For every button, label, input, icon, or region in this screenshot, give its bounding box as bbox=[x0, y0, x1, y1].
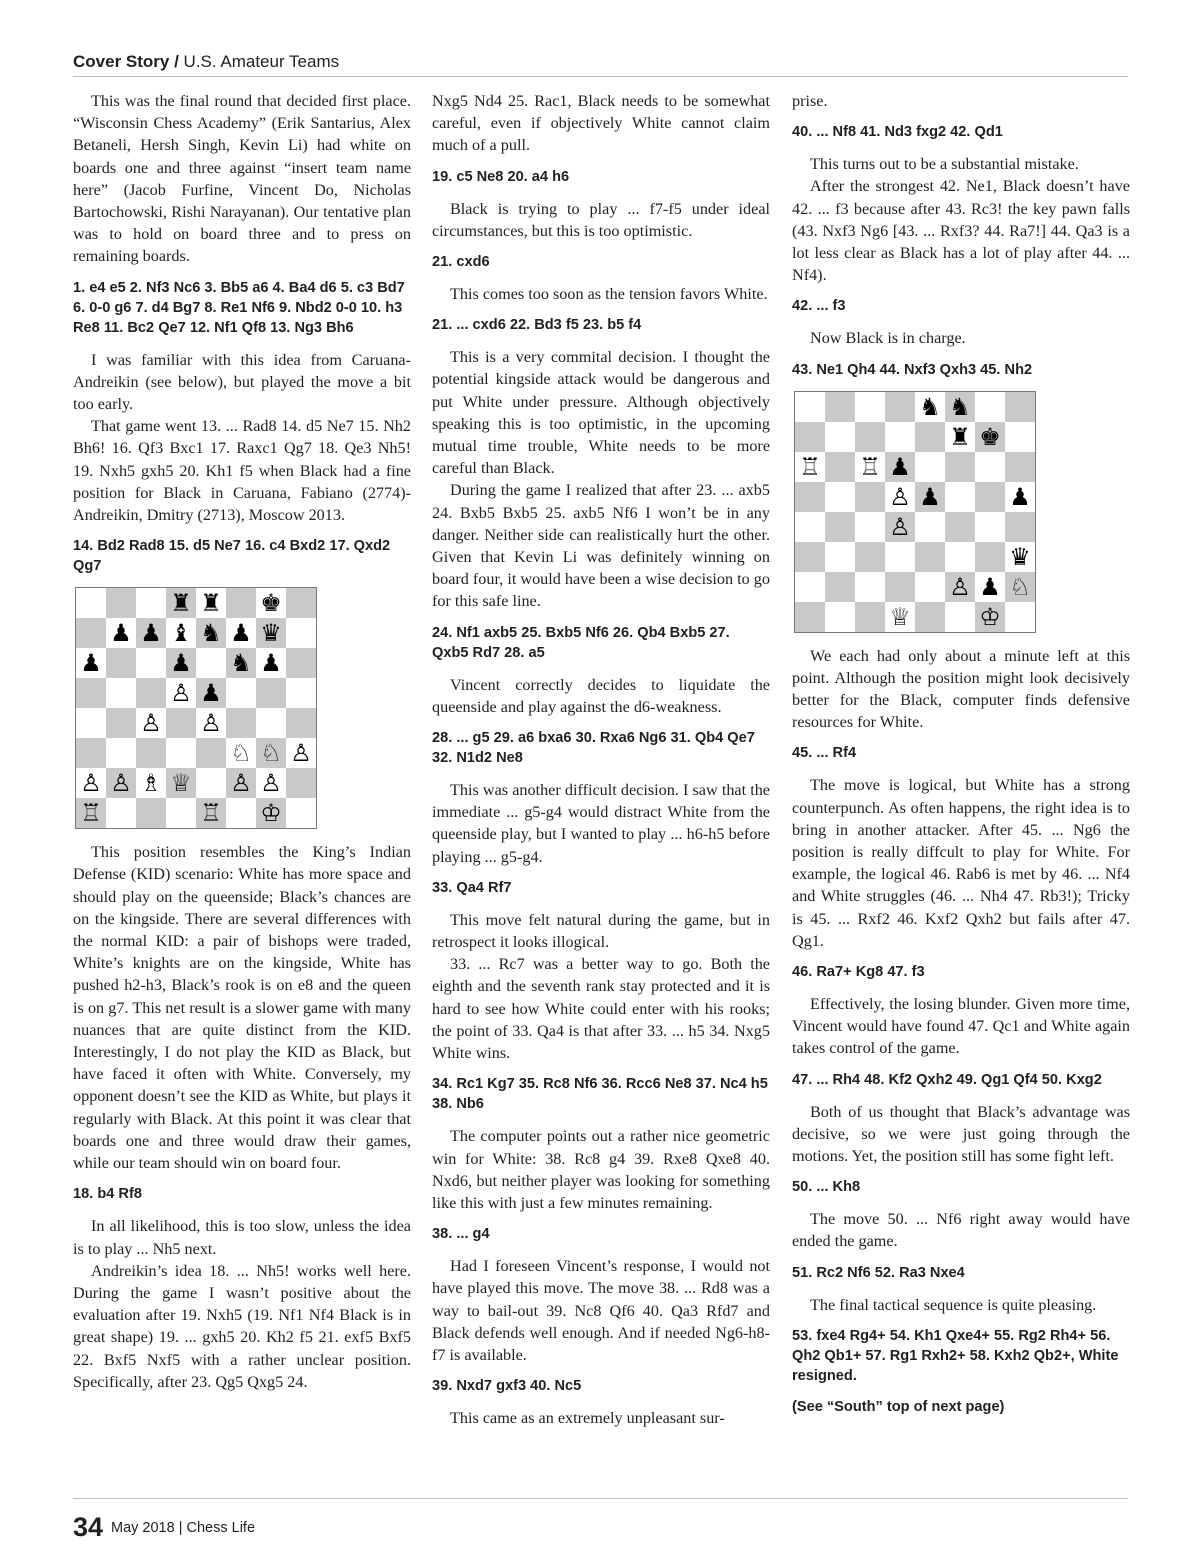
board-square bbox=[1005, 392, 1035, 422]
board-square bbox=[166, 648, 196, 678]
board-square bbox=[1005, 452, 1035, 482]
black-k-piece-icon: ♚ bbox=[260, 589, 282, 618]
white-b-piece-icon: ♗ bbox=[140, 769, 162, 798]
black-p-piece-icon: ♟ bbox=[110, 619, 132, 648]
black-p-piece-icon: ♟ bbox=[979, 572, 1001, 601]
board-square bbox=[256, 738, 286, 768]
board-square bbox=[825, 452, 855, 482]
board-square bbox=[1005, 572, 1035, 602]
board-square bbox=[945, 572, 975, 602]
board-square bbox=[825, 542, 855, 572]
moves: 45. ... Rf4 bbox=[792, 745, 857, 762]
board-square bbox=[855, 602, 885, 632]
board-square bbox=[286, 708, 316, 738]
board-square bbox=[256, 678, 286, 708]
moves: 39. Nxd7 gxf3 40. Nc5 bbox=[432, 1378, 582, 1395]
running-header bbox=[73, 52, 1128, 77]
paragraph: The move 50. ... Nf6 right away would have ended the game. bbox=[792, 1210, 1130, 1251]
board-square bbox=[885, 602, 915, 632]
white-p-piece-icon: ♙ bbox=[230, 769, 252, 798]
paragraph: Both of us thought that Black’s advantage was decisive, so we were just going through the motions. Yet, the position still has some fight left. bbox=[792, 1102, 1130, 1166]
white-p-piece-icon: ♙ bbox=[110, 769, 132, 798]
board-square bbox=[945, 452, 975, 482]
paragraph: prise. bbox=[792, 92, 828, 110]
board-square bbox=[136, 678, 166, 708]
moves: 40. ... Nf8 41. Nd3 fxg2 42. Qd1 bbox=[792, 124, 1003, 141]
white-r-piece-icon: ♖ bbox=[80, 799, 102, 828]
black-p-piece-icon: ♟ bbox=[200, 679, 222, 708]
board-square bbox=[76, 708, 106, 738]
moves: 50. ... Kh8 bbox=[792, 1179, 861, 1196]
white-q-piece-icon: ♕ bbox=[889, 602, 911, 631]
board-square bbox=[795, 572, 825, 602]
board-square bbox=[795, 392, 825, 422]
board-square bbox=[136, 588, 166, 618]
board-square bbox=[106, 708, 136, 738]
board-square bbox=[795, 602, 825, 632]
paragraph: Nxg5 Nd4 25. Rac1, Black needs to be somewhat careful, even if objectively White cannot claim much of a pull. bbox=[432, 92, 770, 155]
board-square bbox=[1005, 602, 1035, 632]
black-p-piece-icon: ♟ bbox=[260, 649, 282, 678]
board-square bbox=[166, 678, 196, 708]
paragraph: This position resembles the King’s Indian Defense (KID) scenario: White has more space and should play on the queenside; Black’s chances are on the kingside. There are several differences with the normal KID: a pair of bishops were traded, White’s knights are on the kingside, White has pushed h2-h3, Black’s rook is on e8 and the queen is on g7. This net result is a slower game with many nuances that are quite distinct from the KID. Interestingly, I do not play the KID as Black, but have faced it often with White. Conversely, my opponent doesn’t see the KID as White, but plays it regularly with Black. At this point it was clear that boards one and three would draw their games, while our team should win on board four. bbox=[73, 843, 411, 1173]
board-square bbox=[136, 708, 166, 738]
black-r-piece-icon: ♜ bbox=[949, 422, 971, 451]
black-p-piece-icon: ♟ bbox=[919, 482, 941, 511]
moves: 43. Ne1 Qh4 44. Nxf3 Qxh3 45. Nh2 bbox=[792, 361, 1033, 378]
board-square bbox=[286, 618, 316, 648]
paragraph: This was the final round that decided first place. “Wisconsin Chess Academy” (Erik Santarius, Alex Betaneli, Hersh Singh, Kevin Li) had white on boards one and three against “insert team name here” (Jacob Furfine, Vincent Do, Nicholas Bartochowski, Rishi Narayanan). Our tentative plan was to hold on board three and to press on remaining boards. bbox=[73, 92, 411, 266]
moves: 21. cxd6 bbox=[432, 254, 490, 271]
board-square bbox=[166, 708, 196, 738]
board-square bbox=[256, 768, 286, 798]
board-square bbox=[1005, 482, 1035, 512]
white-r-piece-icon: ♖ bbox=[859, 452, 881, 481]
board-square bbox=[855, 542, 885, 572]
moves: 18. b4 Rf8 bbox=[73, 1186, 142, 1203]
board-square bbox=[915, 602, 945, 632]
paragraph: Vincent correctly decides to liquidate the queenside and play against the d6-weakness. bbox=[432, 675, 770, 716]
board-square bbox=[196, 708, 226, 738]
board-square bbox=[166, 798, 196, 828]
board-square bbox=[945, 542, 975, 572]
paragraph: 33. ... Rc7 was a better way to go. Both the eighth and the seventh rank stay protected and it is hard to see how White could enter with his rooks; the point of 33. Qa4 is that after 33. ... h5 34. Nxg5 White wins. bbox=[432, 955, 770, 1063]
board-square bbox=[885, 482, 915, 512]
board-square bbox=[106, 768, 136, 798]
board-square bbox=[286, 738, 316, 768]
board-square bbox=[975, 602, 1005, 632]
board-square bbox=[226, 588, 256, 618]
subsection-label: U.S. Amateur Teams bbox=[178, 52, 340, 71]
board-square bbox=[106, 678, 136, 708]
paragraph: In all likelihood, this is too slow, unless the idea is to play ... Nh5 next. bbox=[73, 1217, 411, 1258]
moves: 14. Bd2 Rad8 15. d5 Ne7 16. c4 Bxd2 17. Qxd2 Qg7 bbox=[73, 538, 391, 575]
board-square bbox=[76, 768, 106, 798]
board-square bbox=[795, 482, 825, 512]
board-square bbox=[855, 572, 885, 602]
board-square bbox=[196, 648, 226, 678]
black-q-piece-icon: ♛ bbox=[1009, 542, 1031, 571]
board-square bbox=[136, 738, 166, 768]
paragraph: This came as an extremely unpleasant sur- bbox=[450, 1409, 725, 1428]
board-square bbox=[196, 798, 226, 828]
board-square bbox=[855, 422, 885, 452]
white-p-piece-icon: ♙ bbox=[170, 679, 192, 708]
board-square bbox=[106, 618, 136, 648]
paragraph: This comes too soon as the tension favors White. bbox=[450, 285, 768, 304]
white-n-piece-icon: ♘ bbox=[260, 739, 282, 768]
board-square bbox=[945, 422, 975, 452]
board-square bbox=[975, 392, 1005, 422]
board-square bbox=[136, 798, 166, 828]
board-square bbox=[795, 512, 825, 542]
board-square bbox=[286, 768, 316, 798]
board-square bbox=[106, 648, 136, 678]
black-p-piece-icon: ♟ bbox=[1009, 482, 1031, 511]
board-square bbox=[975, 452, 1005, 482]
board-square bbox=[226, 738, 256, 768]
board-square bbox=[136, 648, 166, 678]
black-r-piece-icon: ♜ bbox=[200, 589, 222, 618]
black-q-piece-icon: ♛ bbox=[260, 619, 282, 648]
moves: 28. ... g5 29. a6 bxa6 30. Rxa6 Ng6 31. Qb4 Qe7 32. N1d2 Ne8 bbox=[432, 730, 755, 767]
moves: 1. e4 e5 2. Nf3 Nc6 3. Bb5 a6 4. Ba4 d6 5. c3 Bd7 6. 0-0 g6 7. d4 Bg7 8. Re1 Nf6 9. Nbd2 0-0 10. h3 Re8 11. Bc2 Qe7 12. Nf1 Qf8 13. Ng3 Bh6 bbox=[73, 279, 405, 336]
chess-diagram bbox=[75, 587, 317, 829]
paragraph: This turns out to be a substantial mistake. bbox=[810, 155, 1079, 174]
board-square bbox=[915, 452, 945, 482]
board-square bbox=[915, 482, 945, 512]
board-square bbox=[76, 618, 106, 648]
board-square bbox=[256, 618, 286, 648]
black-n-piece-icon: ♞ bbox=[949, 392, 971, 421]
black-k-piece-icon: ♚ bbox=[979, 422, 1001, 451]
board-square bbox=[1005, 512, 1035, 542]
board-square bbox=[915, 542, 945, 572]
board-square bbox=[1005, 542, 1035, 572]
issue-info: May 2018 | Chess Life bbox=[111, 1520, 256, 1536]
board-square bbox=[286, 648, 316, 678]
moves: 42. ... f3 bbox=[792, 298, 846, 315]
board-square bbox=[825, 422, 855, 452]
board-square bbox=[226, 618, 256, 648]
continued-note: (See “South” top of next page) bbox=[792, 1398, 1005, 1415]
board-square bbox=[1005, 422, 1035, 452]
board-square bbox=[136, 618, 166, 648]
white-p-piece-icon: ♙ bbox=[949, 572, 971, 601]
white-p-piece-icon: ♙ bbox=[889, 512, 911, 541]
board-square bbox=[136, 768, 166, 798]
board-square bbox=[286, 678, 316, 708]
black-p-piece-icon: ♟ bbox=[230, 619, 252, 648]
white-q-piece-icon: ♕ bbox=[170, 769, 192, 798]
black-n-piece-icon: ♞ bbox=[919, 392, 941, 421]
board-square bbox=[945, 512, 975, 542]
board-square bbox=[855, 482, 885, 512]
board-square bbox=[76, 738, 106, 768]
paragraph: This is a very commital decision. I thought the potential kingside attack would be dangerous and put White under pressure. Although objectively speaking this is too optimistic, in the upcoming mutual time trouble, White needs to be more careful than Black. bbox=[432, 348, 770, 478]
paragraph: The move is logical, but White has a strong counterpunch. As often happens, the right idea is to bring in another attacker. After 45. ... Ng6 the position is really diffcult to play for White. For example, the logical 46. Rab6 is met by 46. ... Nf4 and White struggles (46. ... Nh4 47. Rb3!); Tricky is 45. ... Rxf2 46. Kxf2 Qxh2 but fails after 47. Qg1. bbox=[792, 776, 1130, 950]
board-square bbox=[76, 648, 106, 678]
page-number: 34 bbox=[73, 1512, 104, 1542]
white-p-piece-icon: ♙ bbox=[80, 769, 102, 798]
paragraph: Andreikin’s idea 18. ... Nh5! works well here. During the game I wasn’t positive about the evaluation after 19. Nxh5 (19. Nf1 Nf4 Black is in great shape) 19. ... gxh5 20. Kh2 f5 21. exf5 Bxf5 22. Bxf5 Nxf5 with a rather unclear position. Specifically, after 23. Qg5 Qxg5 24. bbox=[73, 1261, 411, 1391]
board-square bbox=[166, 588, 196, 618]
board-square bbox=[286, 588, 316, 618]
chess-diagram bbox=[794, 391, 1036, 633]
paragraph: Effectively, the losing blunder. Given more time, Vincent would have found 47. Qc1 and White again takes control of the game. bbox=[792, 995, 1130, 1058]
board-square bbox=[795, 452, 825, 482]
board-square bbox=[975, 422, 1005, 452]
board-square bbox=[885, 572, 915, 602]
board-square bbox=[76, 798, 106, 828]
paragraph: This move felt natural during the game, but in retrospect it looks illogical. bbox=[432, 910, 770, 952]
paragraph: The final tactical sequence is quite pleasing. bbox=[810, 1295, 1097, 1314]
board-square bbox=[885, 512, 915, 542]
board-square bbox=[166, 738, 196, 768]
board-square bbox=[825, 392, 855, 422]
moves: 53. fxe4 Rg4+ 54. Kh1 Qxe4+ 55. Rg2 Rh4+ 56. Qh2 Qb1+ 57. Rg1 Rxh2+ 58. Kxh2 Qb2+, White resigned. bbox=[792, 1327, 1119, 1384]
board-square bbox=[196, 768, 226, 798]
board-square bbox=[975, 542, 1005, 572]
board-square bbox=[885, 422, 915, 452]
board-square bbox=[825, 512, 855, 542]
board-square bbox=[196, 618, 226, 648]
white-k-piece-icon: ♔ bbox=[979, 602, 1001, 631]
white-p-piece-icon: ♙ bbox=[140, 709, 162, 738]
white-n-piece-icon: ♘ bbox=[230, 739, 252, 768]
black-p-piece-icon: ♟ bbox=[170, 649, 192, 678]
paragraph: This was another difficult decision. I saw that the immediate ... g5-g4 would distract White from the queenside play, but I wanted to play ... h6-h5 before playing ... g5-g4. bbox=[432, 781, 770, 866]
board-square bbox=[106, 738, 136, 768]
board-square bbox=[196, 738, 226, 768]
board-square bbox=[975, 512, 1005, 542]
paragraph: Now Black is in charge. bbox=[810, 329, 966, 348]
black-p-piece-icon: ♟ bbox=[140, 619, 162, 648]
board-square bbox=[795, 422, 825, 452]
board-square bbox=[915, 512, 945, 542]
board-square bbox=[226, 708, 256, 738]
board-square bbox=[106, 588, 136, 618]
white-p-piece-icon: ♙ bbox=[290, 739, 312, 768]
moves: 46. Ra7+ Kg8 47. f3 bbox=[792, 964, 925, 981]
moves: 24. Nf1 axb5 25. Bxb5 Nf6 26. Qb4 Bxb5 27. Qxb5 Rd7 28. a5 bbox=[432, 624, 730, 661]
moves: 33. Qa4 Rf7 bbox=[432, 879, 512, 896]
board-square bbox=[196, 588, 226, 618]
board-square bbox=[256, 648, 286, 678]
white-r-piece-icon: ♖ bbox=[799, 452, 821, 481]
paragraph: The computer points out a rather nice geometric win for White: 38. Rc8 g4 39. Rxe8 Qxe8 40. Nxd6, but neither player was looking for something like this with just a few minutes remaining. bbox=[432, 1127, 770, 1212]
paragraph: That game went 13. ... Rad8 14. d5 Ne7 15. Nh2 Bh6! 16. Qf3 Bxc1 17. Raxc1 Qg7 18. Qe3 Nh5! 19. Nxh5 gxh5 20. Kh1 f5 when Black had a fine position for Black in Caruana, Fabiano (2774)-Andreikin, Dmitry (2713), Moscow 2013. bbox=[73, 417, 411, 525]
board-square bbox=[885, 542, 915, 572]
board-square bbox=[885, 452, 915, 482]
board-square bbox=[945, 602, 975, 632]
board-square bbox=[286, 798, 316, 828]
white-r-piece-icon: ♖ bbox=[200, 799, 222, 828]
board-square bbox=[915, 572, 945, 602]
paragraph: After the strongest 42. Ne1, Black doesn’t have 42. ... f3 because after 43. Rc3! the key pawn falls (43. Nxf3 Ng6 [43. ... Rxf3? 44. Ra7!] 44. Qa3 is a lot less clear as Black has a lot of play after 44. ... Nf4). bbox=[792, 177, 1130, 285]
board-square bbox=[226, 648, 256, 678]
moves: 38. ... g4 bbox=[432, 1226, 490, 1243]
paragraph: Had I foreseen Vincent’s response, I would not have played this move. The move 38. ... Rd8 was a way to bail-out 39. Nc8 Qf6 40. Qa3 Rfd7 and Black defends well enough. And if needed Ng6-h8-f7 is available. bbox=[432, 1257, 770, 1364]
board-square bbox=[825, 482, 855, 512]
board-square bbox=[226, 768, 256, 798]
column-2 bbox=[432, 90, 770, 1429]
board-square bbox=[256, 708, 286, 738]
paragraph: Black is trying to play ... f7-f5 under ideal circumstances, but this is too optimistic. bbox=[432, 199, 770, 240]
board-square bbox=[795, 542, 825, 572]
board-square bbox=[76, 678, 106, 708]
page-footer bbox=[73, 1498, 1128, 1542]
moves: 51. Rc2 Nf6 52. Ra3 Nxe4 bbox=[792, 1264, 965, 1281]
white-p-piece-icon: ♙ bbox=[260, 769, 282, 798]
board-square bbox=[256, 588, 286, 618]
board-square bbox=[855, 392, 885, 422]
white-k-piece-icon: ♔ bbox=[260, 799, 282, 828]
board-square bbox=[945, 392, 975, 422]
board-square bbox=[855, 452, 885, 482]
moves: 47. ... Rh4 48. Kf2 Qxh2 49. Qg1 Qf4 50. Kxg2 bbox=[792, 1071, 1102, 1088]
moves: 34. Rc1 Kg7 35. Rc8 Nf6 36. Rcc6 Ne8 37. Nc4 h5 38. Nb6 bbox=[432, 1076, 768, 1113]
black-r-piece-icon: ♜ bbox=[170, 589, 192, 618]
moves: 19. c5 Ne8 20. a4 h6 bbox=[432, 168, 570, 185]
white-p-piece-icon: ♙ bbox=[889, 482, 911, 511]
board-square bbox=[855, 512, 885, 542]
black-b-piece-icon: ♝ bbox=[170, 619, 192, 648]
board-square bbox=[166, 618, 196, 648]
board-square bbox=[166, 768, 196, 798]
board-square bbox=[915, 392, 945, 422]
black-n-piece-icon: ♞ bbox=[230, 649, 252, 678]
board-square bbox=[975, 482, 1005, 512]
board-square bbox=[196, 678, 226, 708]
white-p-piece-icon: ♙ bbox=[200, 709, 222, 738]
paragraph: During the game I realized that after 23. ... axb5 24. Bxb5 Bxb5 25. axb5 Nf6 I won’t be in any danger. Neither side can realistically hurt the other. Given that Kevin Li was definitely winning on board four, it would have been a wise decision to go for this safe line. bbox=[432, 481, 770, 611]
white-n-piece-icon: ♘ bbox=[1009, 572, 1031, 601]
column-3 bbox=[792, 90, 1130, 1428]
board-square bbox=[106, 798, 136, 828]
black-p-piece-icon: ♟ bbox=[889, 452, 911, 481]
moves: 21. ... cxd6 22. Bd3 f5 23. b5 f4 bbox=[432, 317, 642, 334]
black-p-piece-icon: ♟ bbox=[80, 649, 102, 678]
board-square bbox=[945, 482, 975, 512]
black-n-piece-icon: ♞ bbox=[200, 619, 222, 648]
board-square bbox=[76, 588, 106, 618]
paragraph: We each had only about a minute left at this point. Although the position might look decisively better for the Black, computer finds defensive resources for White. bbox=[792, 646, 1130, 732]
board-square bbox=[885, 392, 915, 422]
board-square bbox=[226, 678, 256, 708]
paragraph: I was familiar with this idea from Caruana-Andreikin (see below), but played the move a bit too early. bbox=[73, 350, 411, 414]
column-1 bbox=[73, 90, 411, 1393]
board-square bbox=[915, 422, 945, 452]
board-square bbox=[975, 572, 1005, 602]
section-label: Cover Story / bbox=[73, 52, 179, 71]
board-square bbox=[825, 602, 855, 632]
board-square bbox=[226, 798, 256, 828]
board-square bbox=[256, 798, 286, 828]
board-square bbox=[825, 572, 855, 602]
